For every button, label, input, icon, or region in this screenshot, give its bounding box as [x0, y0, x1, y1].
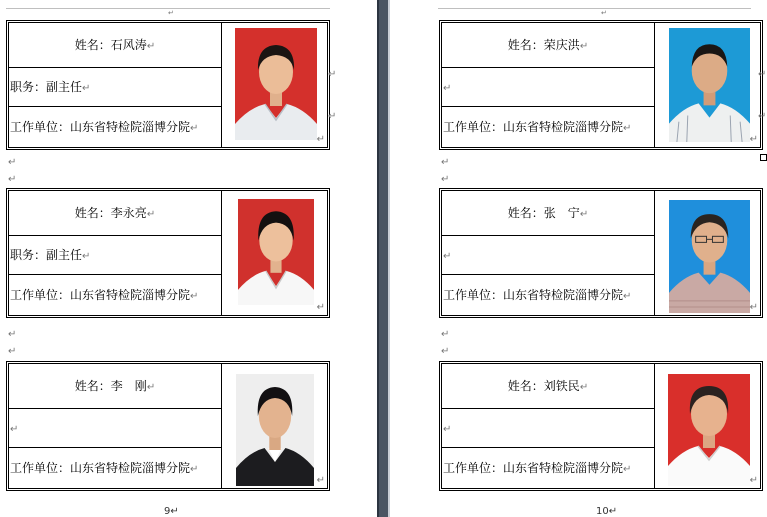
work-unit-cell — [442, 107, 655, 147]
row-end-mark: ↵ — [758, 111, 767, 122]
paragraph-mark: ↵ — [579, 209, 589, 220]
cell-end-mark: ↵ — [316, 302, 325, 313]
work-unit-text: 工作单位：山东省特检院淄博分院 — [10, 120, 191, 134]
page-gutter — [377, 0, 390, 517]
portrait-photo[interactable] — [669, 28, 750, 142]
paragraph-mark: ↵ — [441, 346, 450, 357]
work-unit-text: 工作单位：山东省特检院淄博分院 — [10, 288, 191, 302]
paragraph-mark: ↵ — [190, 291, 199, 302]
name-text: 姓名：刘铁民 — [507, 379, 580, 393]
cell-end-mark: ↵ — [749, 134, 758, 145]
paragraph-mark: ↵ — [8, 174, 17, 185]
paragraph-mark: ↵ — [443, 251, 452, 262]
name-cell — [442, 364, 655, 409]
name-cell — [9, 364, 222, 409]
paragraph-mark: ↵ — [623, 464, 632, 475]
name-text: 姓名：李永亮 — [74, 206, 147, 220]
photo-cell — [655, 191, 760, 315]
portrait-photo[interactable] — [236, 374, 314, 486]
work-unit-text: 工作单位：山东省特检院淄博分院 — [443, 288, 624, 302]
name-cell — [442, 191, 655, 236]
work-unit-text: 工作单位：山东省特检院淄博分院 — [10, 461, 191, 475]
profile-card — [6, 188, 330, 318]
paragraph-mark: ↵ — [82, 251, 91, 262]
cell-end-mark: ↵ — [749, 302, 758, 313]
position-cell — [9, 236, 222, 275]
portrait-photo[interactable] — [235, 28, 317, 140]
work-unit-cell — [442, 275, 655, 315]
row-end-mark: ↵ — [328, 69, 337, 80]
paragraph-mark: ↵ — [8, 329, 17, 340]
position-cell — [442, 68, 655, 107]
table-resize-handle[interactable] — [760, 154, 767, 161]
header-paragraph-mark: ↵ — [601, 9, 607, 17]
name-text: 姓名：李 刚 — [74, 379, 147, 393]
profile-card — [6, 361, 330, 491]
row-end-mark: ↵ — [328, 111, 337, 122]
position-text: 职务：副主任 — [10, 80, 83, 94]
position-cell — [442, 409, 655, 448]
paragraph-mark: ↵ — [441, 157, 450, 168]
work-unit-cell — [9, 448, 222, 488]
name-text: 姓名：石风涛 — [74, 38, 147, 52]
portrait-photo[interactable] — [238, 199, 314, 305]
paragraph-mark: ↵ — [623, 123, 632, 134]
profile-card — [439, 361, 763, 491]
header-paragraph-mark: ↵ — [168, 9, 174, 17]
photo-cell — [655, 364, 760, 488]
page-10 — [390, 0, 767, 517]
name-text: 姓名：荣庆洪 — [507, 38, 580, 52]
paragraph-mark: ↵ — [443, 424, 452, 435]
name-cell — [442, 23, 655, 68]
position-cell — [9, 409, 222, 448]
header-rule — [438, 0, 751, 9]
portrait-photo[interactable] — [668, 374, 750, 486]
photo-cell — [222, 364, 327, 488]
work-unit-text: 工作单位：山东省特检院淄博分院 — [443, 461, 624, 475]
paragraph-mark: ↵ — [146, 209, 156, 220]
paragraph-mark: ↵ — [443, 83, 452, 94]
paragraph-mark: ↵ — [441, 174, 450, 185]
cell-end-mark: ↵ — [316, 475, 325, 486]
name-text: 姓名：张 宁 — [507, 206, 580, 220]
photo-cell — [222, 191, 327, 315]
paragraph-mark: ↵ — [190, 123, 199, 134]
profile-card — [439, 188, 763, 318]
position-cell — [9, 68, 222, 107]
paragraph-mark: ↵ — [441, 329, 450, 340]
row-end-mark: ↵ — [758, 69, 767, 80]
photo-cell — [655, 23, 760, 147]
page-number: 10↵ — [596, 506, 618, 517]
work-unit-cell — [9, 275, 222, 315]
name-cell — [9, 23, 222, 68]
paragraph-mark: ↵ — [82, 83, 91, 94]
paragraph-mark: ↵ — [146, 41, 156, 52]
paragraph-mark: ↵ — [146, 382, 156, 393]
work-unit-text: 工作单位：山东省特检院淄博分院 — [443, 120, 624, 134]
paragraph-mark: ↵ — [579, 382, 589, 393]
position-text: 职务：副主任 — [10, 248, 83, 262]
paragraph-mark: ↵ — [190, 464, 199, 475]
cell-end-mark: ↵ — [316, 134, 325, 145]
paragraph-mark: ↵ — [579, 41, 589, 52]
portrait-photo[interactable] — [669, 200, 750, 313]
work-unit-cell — [9, 107, 222, 147]
profile-card — [6, 20, 330, 150]
paragraph-mark: ↵ — [8, 346, 17, 357]
page-9 — [0, 0, 377, 517]
work-unit-cell — [442, 448, 655, 488]
paragraph-mark: ↵ — [623, 291, 632, 302]
photo-cell — [222, 23, 327, 147]
paragraph-mark: ↵ — [8, 157, 17, 168]
profile-card — [439, 20, 763, 150]
position-cell — [442, 236, 655, 275]
cell-end-mark: ↵ — [749, 475, 758, 486]
page-number: 9↵ — [164, 506, 179, 517]
paragraph-mark: ↵ — [10, 424, 19, 435]
name-cell — [9, 191, 222, 236]
